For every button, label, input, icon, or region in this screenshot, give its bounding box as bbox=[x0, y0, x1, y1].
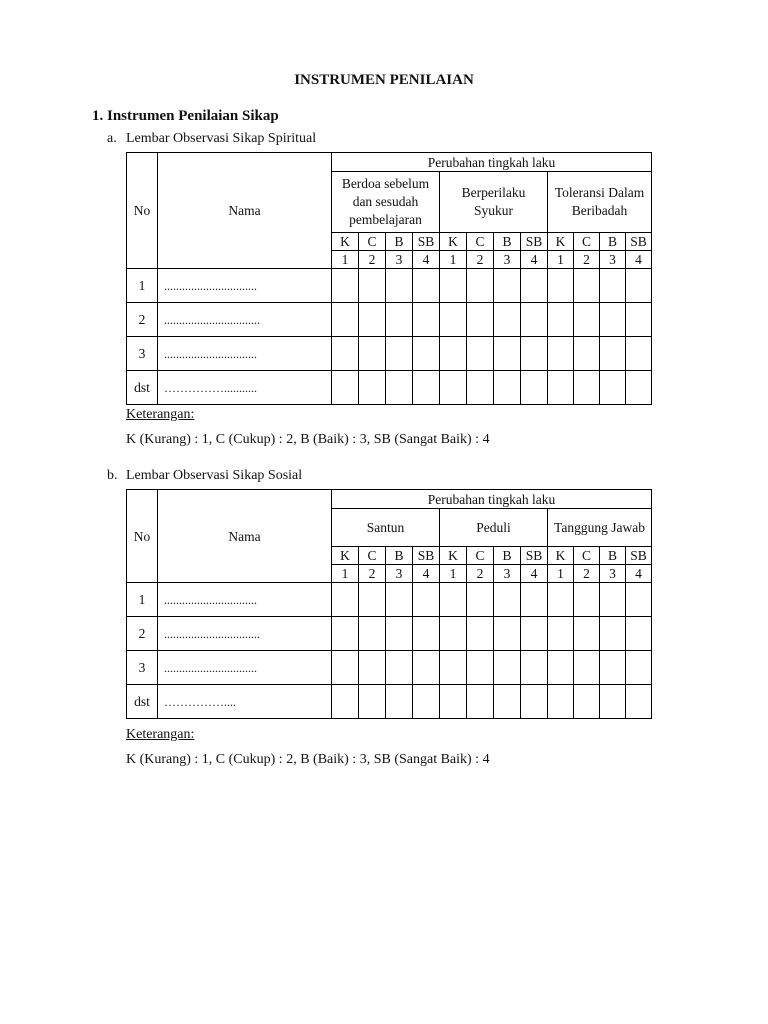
aspect-header bbox=[440, 172, 548, 233]
score-cell[interactable] bbox=[494, 651, 521, 685]
document-title: INSTRUMEN PENILAIAN bbox=[294, 72, 474, 88]
score-cell[interactable] bbox=[359, 651, 386, 685]
score-cell[interactable] bbox=[494, 685, 521, 719]
row-number: 3 bbox=[127, 651, 158, 685]
score-cell[interactable] bbox=[386, 371, 413, 405]
score-cell[interactable] bbox=[467, 371, 494, 405]
scale-number: 2 bbox=[359, 565, 386, 583]
score-cell[interactable] bbox=[332, 651, 359, 685]
score-cell[interactable] bbox=[359, 685, 386, 719]
observation-table bbox=[126, 152, 652, 405]
scale-number: 4 bbox=[413, 565, 440, 583]
score-cell[interactable] bbox=[574, 617, 600, 651]
scale-letter: C bbox=[359, 547, 386, 565]
sheet-caption bbox=[107, 468, 302, 484]
name-dots: ............................... bbox=[164, 592, 257, 607]
score-cell[interactable] bbox=[440, 371, 467, 405]
score-cell[interactable] bbox=[626, 617, 652, 651]
score-cell[interactable] bbox=[413, 651, 440, 685]
name-dots: ............................... bbox=[164, 346, 257, 361]
scale-number: 3 bbox=[494, 251, 521, 269]
col-header-no: No bbox=[127, 490, 158, 583]
score-cell[interactable] bbox=[521, 651, 548, 685]
score-cell[interactable] bbox=[548, 303, 574, 337]
table-row bbox=[127, 617, 652, 651]
scale-number: 2 bbox=[574, 251, 600, 269]
scale-number: 3 bbox=[494, 565, 521, 583]
scale-letter: B bbox=[494, 547, 521, 565]
scale-letter: SB bbox=[521, 547, 548, 565]
score-cell[interactable] bbox=[359, 617, 386, 651]
score-cell[interactable] bbox=[600, 269, 626, 303]
row-number: 2 bbox=[127, 303, 158, 337]
score-cell[interactable] bbox=[626, 685, 652, 719]
scale-letter: C bbox=[467, 547, 494, 565]
score-cell[interactable] bbox=[574, 303, 600, 337]
table-row bbox=[127, 583, 652, 617]
score-cell[interactable] bbox=[386, 617, 413, 651]
row-name-placeholder bbox=[158, 337, 332, 371]
scale-number: 1 bbox=[548, 565, 574, 583]
aspect-label: Peduli bbox=[476, 519, 511, 535]
row-name-placeholder bbox=[158, 685, 332, 719]
row-number: dst bbox=[127, 685, 158, 719]
score-cell[interactable] bbox=[548, 651, 574, 685]
score-cell[interactable] bbox=[440, 337, 467, 371]
score-cell[interactable] bbox=[548, 617, 574, 651]
section-heading bbox=[92, 108, 279, 125]
score-cell[interactable] bbox=[548, 371, 574, 405]
section-title: Instrumen Penilaian Sikap bbox=[107, 108, 279, 124]
scale-number: 4 bbox=[521, 251, 548, 269]
group-header: Perubahan tingkah laku bbox=[332, 490, 652, 509]
score-cell[interactable] bbox=[521, 337, 548, 371]
score-cell[interactable] bbox=[413, 269, 440, 303]
scale-number: 4 bbox=[626, 251, 652, 269]
row-number: 2 bbox=[127, 617, 158, 651]
score-cell[interactable] bbox=[386, 583, 413, 617]
scale-number: 1 bbox=[440, 251, 467, 269]
note-text: K (Kurang) : 1, C (Cukup) : 2, B (Baik) : 3, SB (Sangat Baik) : 4 bbox=[126, 432, 490, 447]
col-header-name: Nama bbox=[158, 153, 332, 269]
row-name-placeholder bbox=[158, 651, 332, 685]
score-cell[interactable] bbox=[386, 337, 413, 371]
score-cell[interactable] bbox=[467, 583, 494, 617]
score-cell[interactable] bbox=[574, 337, 600, 371]
score-cell[interactable] bbox=[332, 617, 359, 651]
scale-letter: C bbox=[574, 547, 600, 565]
score-cell[interactable] bbox=[626, 303, 652, 337]
scale-number: 2 bbox=[359, 251, 386, 269]
score-cell[interactable] bbox=[494, 583, 521, 617]
scale-letter: B bbox=[494, 233, 521, 251]
aspect-label: Tanggung Jawab bbox=[554, 519, 645, 535]
score-cell[interactable] bbox=[521, 685, 548, 719]
score-cell[interactable] bbox=[626, 583, 652, 617]
score-cell[interactable] bbox=[440, 685, 467, 719]
score-cell[interactable] bbox=[521, 269, 548, 303]
score-cell[interactable] bbox=[574, 583, 600, 617]
row-name-placeholder bbox=[158, 303, 332, 337]
score-cell[interactable] bbox=[494, 337, 521, 371]
scale-number: 2 bbox=[574, 565, 600, 583]
row-number: 3 bbox=[127, 337, 158, 371]
observation-table bbox=[126, 489, 652, 719]
score-cell[interactable] bbox=[413, 583, 440, 617]
score-cell[interactable] bbox=[600, 303, 626, 337]
score-cell[interactable] bbox=[548, 685, 574, 719]
scale-number: 4 bbox=[413, 251, 440, 269]
name-dots: ................................ bbox=[164, 626, 260, 641]
scale-number: 1 bbox=[548, 251, 574, 269]
score-cell[interactable] bbox=[386, 303, 413, 337]
scale-letter: SB bbox=[626, 233, 652, 251]
score-cell[interactable] bbox=[574, 269, 600, 303]
scale-number: 3 bbox=[386, 251, 413, 269]
scale-letter: K bbox=[332, 233, 359, 251]
scale-number: 2 bbox=[467, 565, 494, 583]
scale-letter: SB bbox=[413, 547, 440, 565]
score-cell[interactable] bbox=[494, 269, 521, 303]
table-row bbox=[127, 371, 652, 405]
score-cell[interactable] bbox=[359, 269, 386, 303]
aspect-header bbox=[548, 509, 652, 547]
score-cell[interactable] bbox=[413, 303, 440, 337]
score-cell[interactable] bbox=[413, 371, 440, 405]
scale-letter: SB bbox=[521, 233, 548, 251]
score-cell[interactable] bbox=[386, 651, 413, 685]
aspect-label: Berdoa sebelum dan sesudah pembelajaran bbox=[341, 176, 430, 227]
score-cell[interactable] bbox=[600, 617, 626, 651]
score-cell[interactable] bbox=[440, 269, 467, 303]
score-cell[interactable] bbox=[521, 617, 548, 651]
scale-letter: C bbox=[574, 233, 600, 251]
score-cell[interactable] bbox=[332, 303, 359, 337]
score-cell[interactable] bbox=[548, 583, 574, 617]
score-cell[interactable] bbox=[359, 583, 386, 617]
score-cell[interactable] bbox=[467, 337, 494, 371]
scale-number: 3 bbox=[600, 565, 626, 583]
scale-letter: B bbox=[386, 547, 413, 565]
score-cell[interactable] bbox=[600, 651, 626, 685]
scale-number: 1 bbox=[332, 565, 359, 583]
score-cell[interactable] bbox=[440, 617, 467, 651]
scale-letter: B bbox=[600, 233, 626, 251]
row-name-placeholder bbox=[158, 617, 332, 651]
score-cell[interactable] bbox=[548, 269, 574, 303]
score-cell[interactable] bbox=[386, 269, 413, 303]
scale-letter: K bbox=[548, 547, 574, 565]
scale-letter: B bbox=[386, 233, 413, 251]
score-cell[interactable] bbox=[548, 337, 574, 371]
scale-letter: C bbox=[359, 233, 386, 251]
sheet-letter: a. bbox=[107, 131, 117, 146]
score-cell[interactable] bbox=[600, 583, 626, 617]
score-cell[interactable] bbox=[332, 337, 359, 371]
name-dots: ................................ bbox=[164, 312, 260, 327]
score-cell[interactable] bbox=[359, 371, 386, 405]
note-label: Keterangan: bbox=[126, 727, 195, 742]
score-cell[interactable] bbox=[494, 303, 521, 337]
row-number: dst bbox=[127, 371, 158, 405]
score-cell[interactable] bbox=[332, 583, 359, 617]
scale-number: 2 bbox=[467, 251, 494, 269]
score-cell[interactable] bbox=[467, 269, 494, 303]
score-cell[interactable] bbox=[332, 371, 359, 405]
note-text: K (Kurang) : 1, C (Cukup) : 2, B (Baik) : 3, SB (Sangat Baik) : 4 bbox=[126, 752, 490, 767]
score-cell[interactable] bbox=[467, 685, 494, 719]
row-number: 1 bbox=[127, 583, 158, 617]
row-number: 1 bbox=[127, 269, 158, 303]
name-dots: …………….... bbox=[164, 694, 236, 709]
score-cell[interactable] bbox=[332, 685, 359, 719]
score-cell[interactable] bbox=[574, 651, 600, 685]
score-cell[interactable] bbox=[467, 651, 494, 685]
scale-letter: K bbox=[332, 547, 359, 565]
row-name-placeholder bbox=[158, 371, 332, 405]
score-cell[interactable] bbox=[494, 371, 521, 405]
score-cell[interactable] bbox=[332, 269, 359, 303]
score-cell[interactable] bbox=[626, 337, 652, 371]
aspect-label: Berperilaku Syukur bbox=[461, 185, 526, 218]
score-cell[interactable] bbox=[521, 371, 548, 405]
score-cell[interactable] bbox=[494, 617, 521, 651]
scale-number: 4 bbox=[626, 565, 652, 583]
table-row bbox=[127, 651, 652, 685]
row-name-placeholder bbox=[158, 583, 332, 617]
score-cell[interactable] bbox=[626, 651, 652, 685]
scale-number: 3 bbox=[386, 565, 413, 583]
col-header-name: Nama bbox=[158, 490, 332, 583]
score-cell[interactable] bbox=[440, 583, 467, 617]
score-cell[interactable] bbox=[600, 685, 626, 719]
score-cell[interactable] bbox=[574, 685, 600, 719]
scale-letter: K bbox=[440, 547, 467, 565]
scale-number: 3 bbox=[600, 251, 626, 269]
scale-letter: K bbox=[440, 233, 467, 251]
table-row bbox=[127, 685, 652, 719]
score-cell[interactable] bbox=[626, 269, 652, 303]
note-label: Keterangan: bbox=[126, 407, 195, 422]
col-header-no: No bbox=[127, 153, 158, 269]
score-cell[interactable] bbox=[467, 617, 494, 651]
name-dots: ............................... bbox=[164, 660, 257, 675]
score-cell[interactable] bbox=[359, 337, 386, 371]
row-name-placeholder bbox=[158, 269, 332, 303]
scale-letter: SB bbox=[626, 547, 652, 565]
scale-letter: C bbox=[467, 233, 494, 251]
score-cell[interactable] bbox=[521, 583, 548, 617]
score-cell[interactable] bbox=[440, 303, 467, 337]
score-cell[interactable] bbox=[626, 371, 652, 405]
scale-letter: SB bbox=[413, 233, 440, 251]
aspect-label: Santun bbox=[366, 519, 405, 535]
score-cell[interactable] bbox=[413, 685, 440, 719]
sheet-caption-text: Lembar Observasi Sikap Spiritual bbox=[126, 131, 317, 146]
score-cell[interactable] bbox=[413, 617, 440, 651]
score-cell[interactable] bbox=[359, 303, 386, 337]
sheet-caption bbox=[107, 131, 316, 147]
section-number: 1. bbox=[92, 108, 104, 124]
scale-letter: K bbox=[548, 233, 574, 251]
sheet-caption-text: Lembar Observasi Sikap Sosial bbox=[126, 468, 303, 483]
sheet-letter: b. bbox=[107, 468, 118, 483]
score-cell[interactable] bbox=[467, 303, 494, 337]
aspect-header bbox=[332, 172, 440, 233]
scale-number: 1 bbox=[332, 251, 359, 269]
score-cell[interactable] bbox=[574, 371, 600, 405]
name-dots: ……………........... bbox=[164, 380, 257, 395]
table-row bbox=[127, 303, 652, 337]
name-dots: ............................... bbox=[164, 278, 257, 293]
aspect-header bbox=[548, 172, 652, 233]
score-cell[interactable] bbox=[413, 337, 440, 371]
scale-number: 4 bbox=[521, 565, 548, 583]
aspect-header bbox=[332, 509, 440, 547]
score-cell[interactable] bbox=[600, 337, 626, 371]
aspect-label: Toleransi Dalam Beribadah bbox=[554, 185, 645, 218]
table-row bbox=[127, 269, 652, 303]
score-cell[interactable] bbox=[440, 651, 467, 685]
group-header: Perubahan tingkah laku bbox=[332, 153, 652, 172]
scale-number: 1 bbox=[440, 565, 467, 583]
aspect-header bbox=[440, 509, 548, 547]
scale-letter: B bbox=[600, 547, 626, 565]
score-cell[interactable] bbox=[600, 371, 626, 405]
score-cell[interactable] bbox=[521, 303, 548, 337]
table-row bbox=[127, 337, 652, 371]
score-cell[interactable] bbox=[386, 685, 413, 719]
